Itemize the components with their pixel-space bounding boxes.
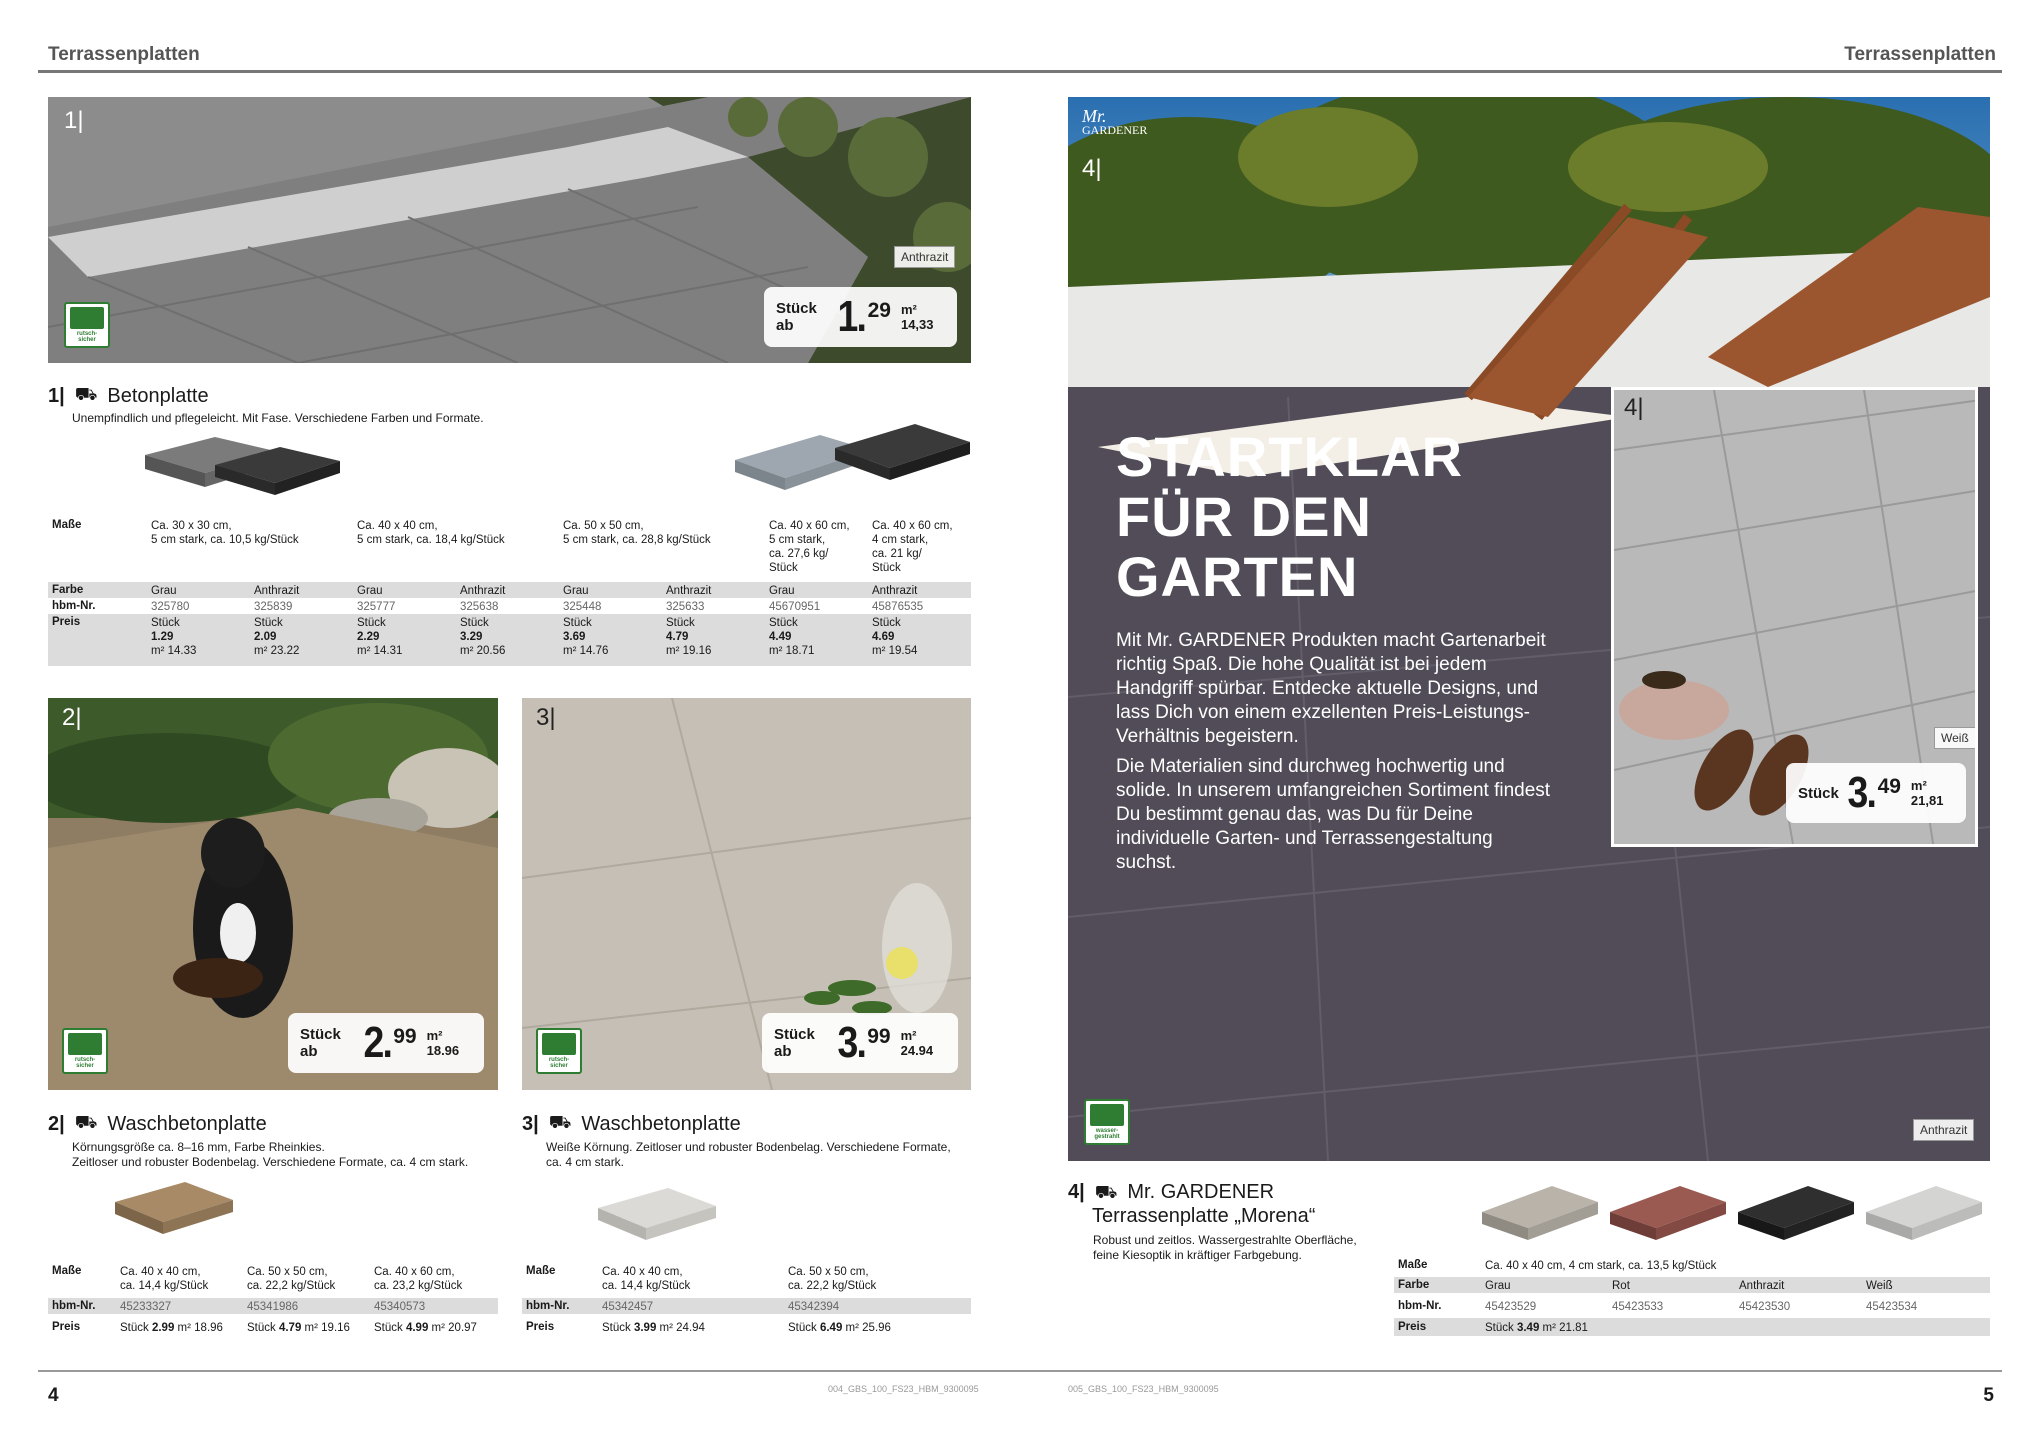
product-1-color-tag: Anthrazit xyxy=(894,246,955,268)
shoe-icon xyxy=(68,1033,102,1055)
p1-cell: Grau xyxy=(357,585,383,597)
p1-cell: 325448 xyxy=(563,601,602,613)
product-4-tag-anthrazit: Anthrazit xyxy=(1913,1119,1974,1141)
hero-headline: STARTKLAR FÜR DEN GARTEN xyxy=(1116,425,1464,608)
p1-cell: Stück xyxy=(769,617,798,629)
product-2-table: Maße Ca. 40 x 40 cm, ca. 14,4 kg/Stück Ca. 50 x 50 cm, ca. 22,2 kg/Stück Ca. 40 x 60 cm, ca. 23,2 kg/Stück hbm-Nr. 45233327 45341986 45340573 Preis Stück 2.99 m² 18.96 Stück 4.79 m² 19.16 Stück 4.99 m² 20.97 xyxy=(48,1263,498,1338)
cart-icon: ⛟ xyxy=(74,1112,98,1132)
shoe-icon xyxy=(542,1033,576,1055)
product-4-desc: Robust und zeitlos. Wassergestrahlte Oberfläche, feine Kiesoptik in kräftiger Farbgebung. xyxy=(1093,1233,1357,1262)
shoe-icon xyxy=(70,307,104,329)
footer-rule xyxy=(38,1370,2002,1372)
water-jet-icon xyxy=(1090,1104,1124,1126)
p1-cell: Grau xyxy=(769,585,795,597)
p1-cell: m² 19.16 xyxy=(666,645,712,657)
p1-cell: Anthrazit xyxy=(872,585,918,597)
product-4-price: Stück 3. 49 m² 21,81 xyxy=(1786,763,1966,823)
header-left: Terrassenplatten xyxy=(48,44,200,65)
p1-cell: 325633 xyxy=(666,601,705,613)
product-1-tiles-image xyxy=(145,437,345,497)
header-rule xyxy=(38,70,2002,73)
cart-icon: ⛟ xyxy=(74,384,98,404)
p1-cell: 4.79 xyxy=(666,631,689,643)
product-4-tag-weiss: Weiß xyxy=(1934,727,1976,749)
product-3-photo xyxy=(522,698,971,1090)
product-4-title: 4| ⛟ Mr. GARDENER Terrassenplatte „Morena“ xyxy=(1068,1181,1316,1227)
product-4-inset-number: 4| xyxy=(1624,394,1644,421)
p1-cell: 325839 xyxy=(254,601,293,613)
print-code-left: 004_GBS_100_FS23_HBM_9300095 xyxy=(828,1384,979,1394)
p1-cell: Anthrazit xyxy=(666,585,712,597)
product-3-tile-image xyxy=(598,1186,718,1246)
print-code-right: 005_GBS_100_FS23_HBM_9300095 xyxy=(1068,1384,1219,1394)
p1-cell: 325777 xyxy=(357,601,396,613)
p1-cell: 3.69 xyxy=(563,631,586,643)
product-2-price: Stück ab 2. 99 m² 18.96 xyxy=(288,1013,484,1073)
p1-cell: m² 23.22 xyxy=(254,645,300,657)
p1-cell: 45876535 xyxy=(872,601,924,613)
product-2-number: 2| xyxy=(62,704,82,731)
header-right: Terrassenplatten xyxy=(1844,44,1996,65)
page-number-right: 5 xyxy=(1983,1385,1994,1406)
product-2-title: 2| ⛟ Waschbetonplatte xyxy=(48,1112,267,1135)
product-1-title: 1| ⛟ Betonplatte xyxy=(48,384,209,407)
product-2-photo xyxy=(48,698,498,1090)
product-3-number: 3| xyxy=(536,704,556,731)
p1-cell: 325638 xyxy=(460,601,499,613)
product-1-desc: Unempfindlich und pflegeleicht. Mit Fase. Verschiedene Farben und Formate. xyxy=(72,411,484,425)
p1-cell: m² 18.71 xyxy=(769,645,815,657)
product-3-price: Stück ab 3. 99 m² 24.94 xyxy=(762,1013,958,1073)
p1-cell: 4.49 xyxy=(769,631,792,643)
product-1-table: Maße Ca. 30 x 30 cm, 5 cm stark, ca. 10,5 kg/Stück Ca. 40 x 40 cm, 5 cm stark, ca. 18,4 kg/Stück Ca. 50 x 50 cm, 5 cm stark, ca. 28,8 kg/Stück Ca. 40 x 60 cm, 5 cm stark, ca. 27,6 kg/ Stück Ca. 40 x 60 cm, 4 cm stark, ca. 21 kg/ Stück Farbe hbm-Nr. Preis Grau 325780 Stück 1.29 m² 14.33 Anthrazit 325839 Stück 2.09 m² 23.22 Grau 325777 Stück 2.29 m² 14.31 Anthrazit 325638 Stück 3.29 m² 20.56 Grau 325448 Stück 3.69 m² 14.76 Anthrazit 325633 Stück 4.79 m² 19.16 Grau 45670951 Stück 4.49 m² 18.71 Anthrazit 45876535 Stück 4.69 m² 19.54 xyxy=(48,517,971,677)
product-1-photo xyxy=(48,97,971,363)
mr-gardener-logo: Mr. GARDENER xyxy=(1082,106,1148,137)
product-4-tiles-image xyxy=(1482,1178,1992,1250)
p1-cell: Grau xyxy=(563,585,589,597)
p1-cell: m² 20.56 xyxy=(460,645,506,657)
p1-cell: Stück xyxy=(460,617,489,629)
p1-cell: Stück xyxy=(254,617,283,629)
rutschsicher-badge: rutsch- sicher xyxy=(536,1028,582,1074)
rutschsicher-badge: rutsch- sicher xyxy=(64,302,110,348)
page-number-left: 4 xyxy=(48,1385,59,1406)
cart-icon: ⛟ xyxy=(548,1112,572,1132)
hero-photo xyxy=(1068,97,1990,1161)
hero-body-2: Die Materialien sind durchweg hochwertig und solide. In unserem umfangreichen Sortiment findest Du bestimmt genau das, was Du für Deine individuelle Garten- und Terrassengestaltung suchst. xyxy=(1116,756,1551,873)
p1-cell: Grau xyxy=(151,585,177,597)
product-4-table: Maße Ca. 40 x 40 cm, 4 cm stark, ca. 13,5 kg/Stück Farbe Grau Rot Anthrazit Weiß hbm-Nr. 45423529 45423533 45423530 45423534 Preis Stück 3.49 m² 21.81 xyxy=(1394,1257,1990,1341)
product-4-number: 4| xyxy=(1082,155,1102,182)
p1-cell: 325780 xyxy=(151,601,190,613)
p1-cell: Stück xyxy=(872,617,901,629)
p1-cell: m² 14.76 xyxy=(563,645,609,657)
product-1-price: Stück ab 1. 29 m² 14,33 xyxy=(764,287,957,347)
p1-cell: Stück xyxy=(151,617,180,629)
p1-cell: m² 19.54 xyxy=(872,645,918,657)
product-4-inset-photo xyxy=(1611,387,1978,847)
p1-cell: 3.29 xyxy=(460,631,483,643)
p1-cell: 45670951 xyxy=(769,601,821,613)
product-2-tile-image xyxy=(115,1180,235,1240)
p1-cell: 2.09 xyxy=(254,631,277,643)
product-3-desc: Weiße Körnung. Zeitloser und robuster Bodenbelag. Verschiedene Formate, ca. 4 cm stark. xyxy=(546,1140,951,1169)
p1-cell: m² 14.31 xyxy=(357,645,403,657)
p1-cell: Stück xyxy=(666,617,695,629)
wassergestrahlt-badge: wasser- gestrahlt xyxy=(1084,1099,1130,1145)
p1-cell: 2.29 xyxy=(357,631,380,643)
p1-cell: Stück xyxy=(563,617,592,629)
p1-cell: 1.29 xyxy=(151,631,174,643)
product-2-desc: Körnungsgröße ca. 8–16 mm, Farbe Rheinkies. Zeitloser und robuster Bodenbelag. Verschiedene Formate, ca. 4 cm stark. xyxy=(72,1140,469,1169)
hero-body-1: Mit Mr. GARDENER Produkten macht Gartenarbeit richtig Spaß. Die hohe Qualität ist bei jedem Handgriff spürbar. Entdecke aktuelle Designs, und lass Dich von einem exzellenten Preis-Leistungs-Verhältnis begeistern. xyxy=(1116,630,1546,747)
cart-icon: ⛟ xyxy=(1094,1182,1118,1202)
product-3-title: 3| ⛟ Waschbetonplatte xyxy=(522,1112,741,1135)
p1-cell: m² 14.33 xyxy=(151,645,197,657)
p1-cell: Stück xyxy=(357,617,386,629)
p1-cell: 4.69 xyxy=(872,631,895,643)
product-1-number: 1| xyxy=(64,107,84,134)
rutschsicher-badge: rutsch- sicher xyxy=(62,1028,108,1074)
product-1-tiles-image-large xyxy=(735,420,975,498)
p1-cell: Anthrazit xyxy=(254,585,300,597)
product-3-table: Maße Ca. 40 x 40 cm, ca. 14,4 kg/Stück Ca. 50 x 50 cm, ca. 22,2 kg/Stück hbm-Nr. 45342457 45342394 Preis Stück 3.99 m² 24.94 Stück 6.49 m² 25.96 xyxy=(522,1263,971,1338)
p1-cell: Anthrazit xyxy=(460,585,506,597)
